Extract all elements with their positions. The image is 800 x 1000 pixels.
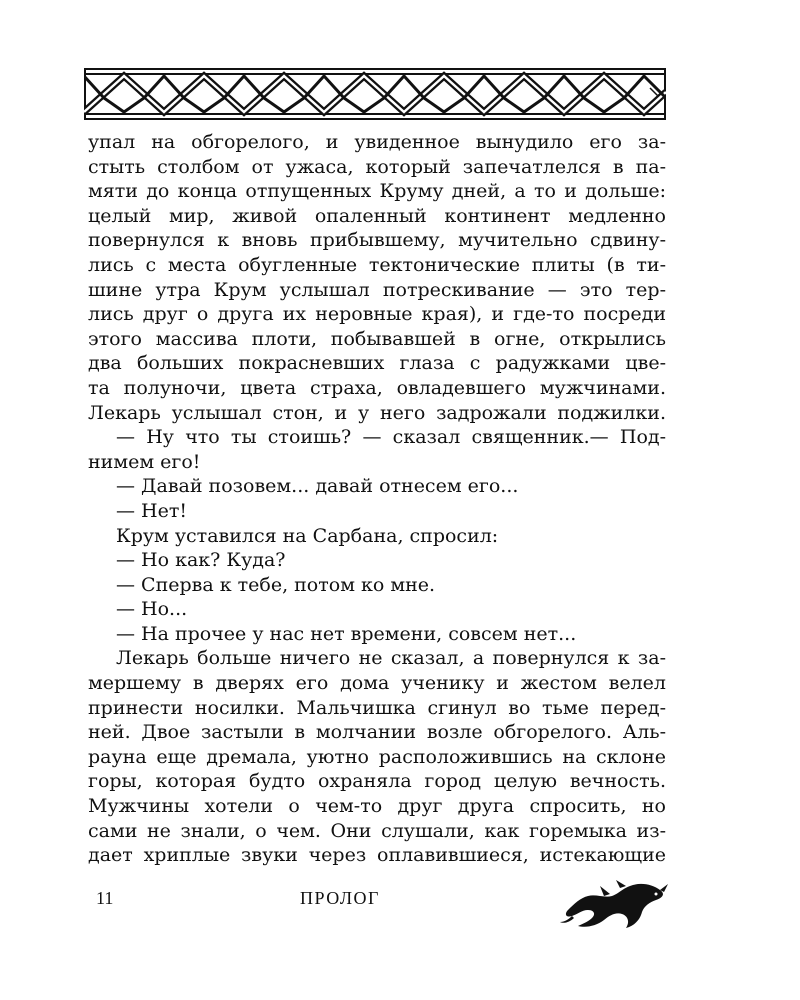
text-line: — Нет! xyxy=(116,499,187,522)
text-line: мершему в дверях его дома ученику и жестом велел xyxy=(88,672,666,695)
text-line: лись друг о друга их неровные края), и где-то посреди xyxy=(88,303,666,326)
text-line: — Но как? Куда? xyxy=(116,549,286,572)
text-line: — На прочее у нас нет времени, совсем нет... xyxy=(116,622,577,645)
text-line: Лекарь больше ничего не сказал, а повернулся к за- xyxy=(116,647,666,670)
page-footer xyxy=(0,880,800,940)
text-line: ней. Двое застыли в молчании возле обгорелого. Аль- xyxy=(88,721,666,744)
text-line: сами не знали, о чем. Они слушали, как горемыка из- xyxy=(88,819,666,842)
text-line: Мужчины хотели о чем-то друг друга спросить, но xyxy=(88,795,666,818)
page-number: 11 xyxy=(96,888,114,908)
dragon-icon xyxy=(560,880,670,930)
text-line: стыть столбом от ужаса, который запечатлелся в па- xyxy=(88,155,666,178)
text-line: нимем его! xyxy=(88,450,201,473)
text-line: лись с места обугленные тектонические плиты (в ти- xyxy=(88,253,666,276)
text-line: Крум уставился на Сарбана, спросил: xyxy=(116,524,499,547)
header-ornament xyxy=(84,68,666,120)
text-line: — Ну что ты стоишь? — сказал священник.— Под- xyxy=(116,426,666,449)
text-line: — Сперва к тебе, потом ко мне. xyxy=(116,573,436,596)
text-line: — Давай позовем... давай отнесем его... xyxy=(116,475,519,498)
text-line: та полуночи, цвета страха, овладевшего мужчинами. xyxy=(88,376,666,399)
text-line: — Но... xyxy=(116,598,188,621)
body-text xyxy=(88,130,666,868)
text-line: два больших покрасневших глаза с радужками цве- xyxy=(88,352,666,375)
text-line: Лекарь услышал стон, и у него задрожали поджилки. xyxy=(88,401,666,424)
text-line: рауна еще дремала, уютно расположившись на склоне xyxy=(88,745,666,768)
text-line: мяти до конца отпущенных Круму дней, а то и дольше: xyxy=(88,180,666,203)
text-line: принести носилки. Мальчишка сгинул во тьме перед- xyxy=(88,696,666,719)
text-line: упал на обгорелого, и увиденное вынудило его за- xyxy=(88,131,666,153)
text-line: горы, которая будто охраняла город целую вечность. xyxy=(88,770,666,793)
text-line: шине утра Крум услышал потрескивание — это тер- xyxy=(88,278,666,301)
text-line: этого массива плоти, побывавшей в огне, открылись xyxy=(88,327,666,350)
text-line: дает хриплые звуки через оплавившиеся, истекающие xyxy=(88,844,666,867)
text-line: целый мир, живой опаленный континент медленно xyxy=(88,204,666,227)
text-line: повернулся к вновь прибывшему, мучительно сдвину- xyxy=(88,229,666,252)
running-head: ПРОЛОГ xyxy=(300,888,380,908)
